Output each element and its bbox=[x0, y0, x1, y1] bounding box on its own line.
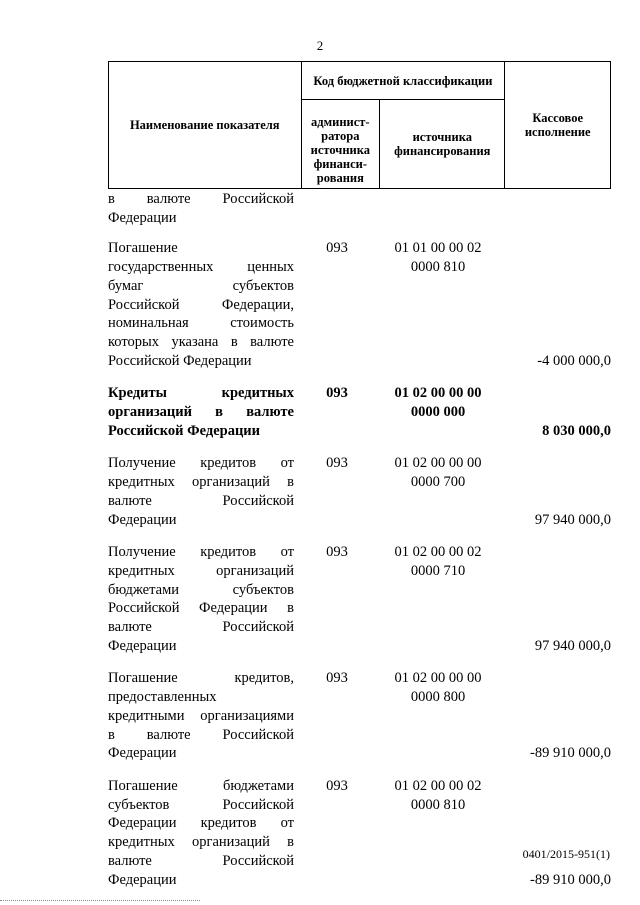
indicator-name-line: Погашение bbox=[108, 240, 178, 257]
indicator-name-line: кредитными организациями bbox=[108, 707, 294, 724]
header-source-line: финансирования bbox=[394, 144, 491, 158]
indicator-name-line: в валюте Российской bbox=[108, 191, 294, 207]
header-admin-line: рования bbox=[316, 171, 364, 185]
source-code bbox=[374, 190, 498, 227]
admin-code: 093 bbox=[326, 670, 348, 687]
indicator-name bbox=[108, 239, 294, 370]
indicator-name-line: валюте Российской bbox=[108, 852, 294, 869]
cash-execution-value: 8 030 000,0 bbox=[542, 422, 611, 439]
table-row bbox=[108, 669, 611, 763]
indicator-name-line: Получение кредитов от bbox=[108, 544, 294, 561]
indicator-name-line: Погашение бюджетами bbox=[108, 777, 294, 794]
indicator-name-line: Российской Федерации bbox=[108, 422, 261, 439]
header-cash-line: Кассовое bbox=[532, 111, 584, 125]
source-code-line: 0000 810 bbox=[410, 259, 466, 276]
indicator-name-line: Федерации bbox=[108, 209, 177, 226]
indicator-name-line: организаций в валюте bbox=[108, 404, 294, 421]
header-admin-line: источника bbox=[310, 143, 371, 157]
cash-execution-value: -89 910 000,0 bbox=[530, 871, 611, 888]
source-code-line: 01 02 00 00 00 bbox=[394, 455, 482, 472]
table-row bbox=[108, 454, 611, 529]
indicator-name-line: Получение кредитов от bbox=[108, 455, 294, 472]
header-admin bbox=[301, 100, 380, 189]
bottom-dotted-line bbox=[0, 900, 200, 901]
header-name: Наименование показателя bbox=[109, 62, 302, 189]
source-code-line: 0000 810 bbox=[410, 796, 466, 813]
indicator-name-line: Погашение кредитов, bbox=[108, 670, 294, 687]
indicator-name bbox=[108, 454, 294, 529]
table-row bbox=[108, 239, 611, 370]
cash-execution-value: 97 940 000,0 bbox=[534, 511, 611, 528]
admin-code: 093 bbox=[326, 455, 348, 472]
indicator-name-line: номинальная стоимость bbox=[108, 315, 294, 332]
indicator-name-line: бюджетами субъектов bbox=[108, 581, 294, 598]
indicator-name-line: Федерации bbox=[108, 511, 177, 528]
source-code bbox=[374, 669, 498, 763]
indicator-name-line: кредитных организаций bbox=[108, 562, 294, 579]
source-code-line: 01 02 00 00 00 bbox=[394, 670, 482, 687]
indicator-name-line: которых указана в валюте bbox=[108, 333, 294, 350]
source-code-line: 0000 700 bbox=[410, 474, 466, 491]
header-cash bbox=[505, 62, 611, 189]
indicator-name-line: Российской Федерации в bbox=[108, 600, 294, 617]
indicator-name-line: субъектов Российской bbox=[108, 796, 294, 813]
source-code-line: 01 02 00 00 00 bbox=[394, 385, 482, 402]
source-code-line: 0000 800 bbox=[410, 689, 466, 706]
indicator-name bbox=[108, 777, 294, 889]
indicator-name-line: Федерации bbox=[108, 745, 177, 762]
indicator-name-line: Федерации bbox=[108, 871, 177, 888]
source-code bbox=[374, 543, 498, 655]
header-cash-line: исполнение bbox=[524, 125, 591, 139]
indicator-name-line: предоставленных bbox=[108, 689, 217, 706]
source-code-line: 01 01 00 00 02 bbox=[394, 240, 482, 257]
indicator-name-line: Федерации bbox=[108, 637, 177, 654]
indicator-name-line: кредитных организаций в bbox=[108, 834, 294, 851]
header-code-group: Код бюджетной классификации bbox=[301, 62, 505, 100]
indicator-name-line: валюте Российской bbox=[108, 492, 294, 509]
indicator-name-line: Российской Федерации, bbox=[108, 296, 294, 313]
source-code-line: 01 02 00 00 02 bbox=[394, 544, 482, 561]
cash-execution-value: -89 910 000,0 bbox=[530, 745, 611, 762]
admin-code: 093 bbox=[326, 385, 348, 402]
indicator-name-line: Кредиты кредитных bbox=[108, 385, 294, 402]
source-code bbox=[374, 454, 498, 529]
header-source-line: источника bbox=[412, 130, 472, 144]
source-code bbox=[374, 239, 498, 370]
indicator-name bbox=[108, 190, 294, 227]
header-admin-line: ратора bbox=[321, 129, 360, 143]
admin-code: 093 bbox=[326, 777, 348, 794]
table-row bbox=[108, 543, 611, 655]
indicator-name-line: государственных ценных bbox=[108, 259, 294, 276]
source-code bbox=[374, 384, 498, 440]
table-row bbox=[108, 777, 611, 889]
table-row bbox=[108, 190, 611, 227]
header-source bbox=[380, 100, 505, 189]
header-admin-line: финанси- bbox=[313, 157, 368, 171]
indicator-name-line: кредитных организаций в bbox=[108, 474, 294, 491]
cash-execution-value: -4 000 000,0 bbox=[537, 352, 611, 369]
admin-code: 093 bbox=[326, 240, 348, 257]
table-header bbox=[108, 61, 611, 189]
indicator-name-line: бумаг субъектов bbox=[108, 277, 294, 294]
source-code-line: 0000 000 bbox=[410, 404, 466, 421]
table-row bbox=[108, 384, 611, 440]
header-admin-line: админист- bbox=[311, 115, 370, 129]
indicator-name bbox=[108, 669, 294, 763]
indicator-name-line: Российской Федерации bbox=[108, 352, 252, 369]
admin-code bbox=[294, 190, 374, 227]
page-number: 2 bbox=[316, 38, 324, 53]
document-code: 0401/2015-951(1) bbox=[522, 847, 610, 861]
source-code bbox=[374, 777, 498, 889]
indicator-name-line: валюте Российской bbox=[108, 619, 294, 636]
indicator-name bbox=[108, 543, 294, 655]
indicator-name bbox=[108, 384, 294, 440]
source-code-line: 01 02 00 00 02 bbox=[394, 777, 482, 794]
indicator-name-line: в валюте Российской bbox=[108, 726, 294, 743]
source-code-line: 0000 710 bbox=[410, 562, 466, 579]
table-body bbox=[108, 190, 611, 903]
cash-execution-value bbox=[498, 190, 611, 227]
admin-code: 093 bbox=[326, 544, 348, 561]
cash-execution-value: 97 940 000,0 bbox=[534, 637, 611, 654]
indicator-name-line: Федерации кредитов от bbox=[108, 815, 294, 832]
